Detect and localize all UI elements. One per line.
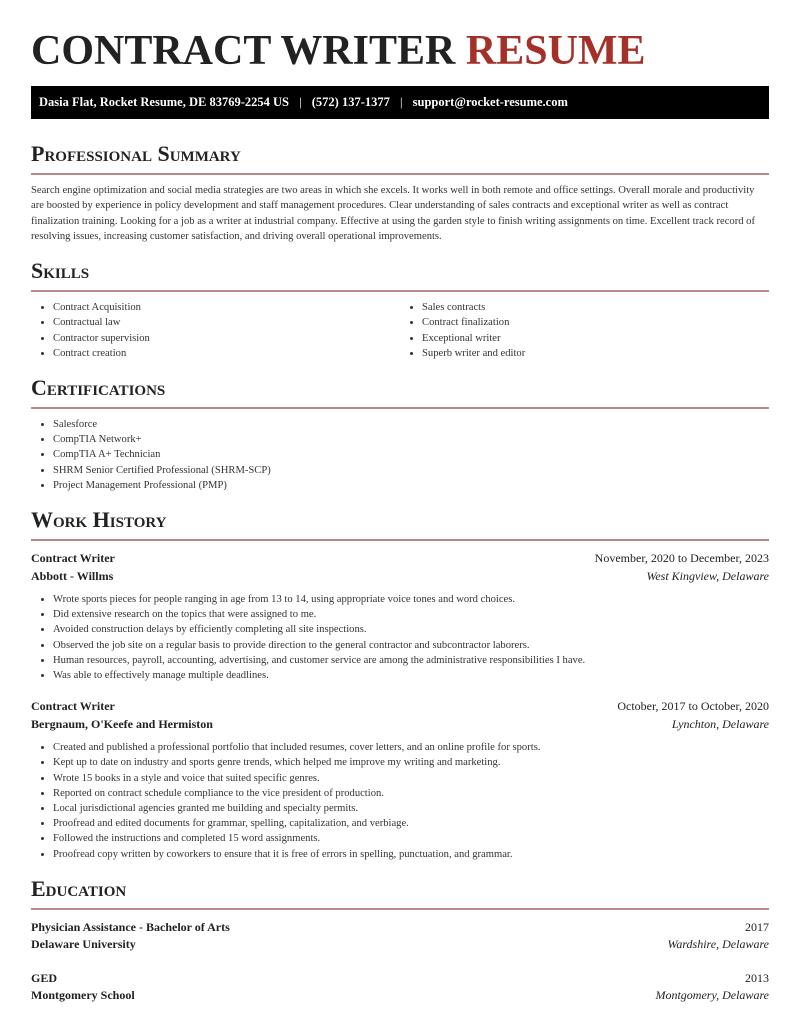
skill-item: • Contract Acquisition [53,300,400,315]
education-school: Montgomery School [31,988,135,1003]
section-heading: Education [31,875,127,901]
job-bullet: • Proofread copy written by coworkers to ensure that it is free of errors in spelling, punctuation, and grammar. [53,847,769,862]
contact-address: Dasia Flat, Rocket Resume, DE 83769-2254 US [39,95,289,109]
job-company: Bergnaum, O'Keefe and Hermiston [31,716,213,731]
education-entry [31,970,769,1005]
job-location: Lynchton, Delaware [671,716,769,731]
job-location: West Kingview, Delaware [646,568,769,583]
certification-item: • Salesforce [53,417,769,432]
job-bullet: • Avoided construction delays by efficiently completing all site inspections. [53,622,769,637]
title-accent: RESUME [465,28,646,74]
job-entry [31,550,769,683]
job-header-row [31,698,769,716]
certifications-section [31,375,769,493]
job-title: Contract Writer [31,551,115,566]
summary-section [31,141,769,244]
job-bullet: • Kept up to date on industry and sports genre trends, which helped me improve my writing and marketing. [53,755,769,770]
contact-separator: | [299,95,302,109]
job-bullet: • Created and published a professional portfolio that included resumes, cover letters, and an online profile for sports. [53,740,769,755]
education-section [31,876,769,1005]
certification-item: • CompTIA Network+ [53,432,769,447]
job-header-row [31,550,769,568]
job-title: Contract Writer [31,699,115,714]
section-divider [31,407,769,409]
job-company-row [31,568,769,586]
education-degree: GED [31,970,58,985]
skill-item: • Exceptional writer [422,331,769,346]
education-school-row [31,936,769,954]
certification-item: • SHRM Senior Certified Professional (SHRM-SCP) [53,463,769,478]
skills-right-list [400,300,769,361]
skills-section [31,258,769,361]
job-company-row [31,716,769,734]
skills-left-list [31,300,400,361]
job-bullet: • Observed the job site on a regular basis to provide direction to the general contractor and subcontractor laborers. [53,638,769,653]
education-degree-row [31,970,769,988]
contact-separator: | [400,95,403,109]
job-bullets [31,740,769,862]
job-bullet: • Proofread and edited documents for grammar, spelling, capitalization, and verbiage. [53,816,769,831]
job-bullet: • Followed the instructions and completed 15 word assignments. [53,831,769,846]
education-location: Montgomery, Delaware [655,988,769,1003]
section-divider [31,908,769,910]
certification-item: • CompTIA A+ Technician [53,447,769,462]
education-year: 2017 [745,919,769,934]
job-dates: November, 2020 to December, 2023 [594,551,769,566]
contact-bar [31,86,769,119]
skill-item: • Sales contracts [422,300,769,315]
skills-columns [31,300,769,361]
education-entry [31,919,769,954]
skill-item: • Superb writer and editor [422,346,769,361]
skill-item: • Contractor supervision [53,331,400,346]
resume-title [31,0,769,80]
section-heading: Certifications [31,375,166,400]
section-divider [31,290,769,292]
job-entry [31,698,769,862]
education-location: Wardshire, Delaware [667,937,769,952]
section-heading: Professional Summary [31,141,241,166]
section-heading: Work History [31,507,167,533]
title-main: CONTRACT WRITER [31,28,456,74]
job-bullet: • Was able to effectively manage multiple deadlines. [53,668,769,683]
job-company: Abbott - Willms [31,568,114,583]
job-bullet: • Reported on contract schedule compliance to the vice president of production. [53,786,769,801]
education-year: 2013 [745,970,769,985]
job-bullet: • Local jurisdictional agencies granted me building and specialty permits. [53,801,769,816]
section-heading: Skills [31,258,90,284]
summary-text: Search engine optimization and social media strategies are two areas in which she excels. It works well in both remote and office settings. Overall morale and productivity are boosted by experience in policy development and staff management procedures. Clear understanding of sales contracts and exceptional writer as well as contract finalization training. Looking for a job as a writer at industrial company. Effective at using the garden style to finish writing assignments on time. Excellent track record of resolving issues, increasing customer satisfaction, and driving overall operational improvements. [31,185,755,242]
skill-item: • Contract finalization [422,315,769,330]
job-bullet: • Human resources, payroll, accounting, advertising, and customer service are among the administrative responsibilities I have. [53,653,769,668]
work-history-section [31,507,769,862]
contact-phone: (572) 137-1377 [311,95,390,109]
education-degree-row [31,919,769,937]
education-school: Delaware University [31,937,136,952]
contact-email[interactable]: support@rocket-resume.com [412,95,568,109]
certification-item: • Project Management Professional (PMP) [53,478,769,493]
skill-item: • Contract creation [53,346,400,361]
job-bullet: • Wrote 15 books in a style and voice that suited specific genres. [53,771,769,786]
skill-item: • Contractual law [53,315,400,330]
section-divider [31,539,769,541]
certifications-list [31,417,769,493]
job-dates: October, 2017 to October, 2020 [617,699,769,714]
job-bullet: • Wrote sports pieces for people ranging in age from 13 to 14, using appropriate voice tones and word choices. [53,592,769,607]
job-bullet: • Did extensive research on the topics that were assigned to me. [53,607,769,622]
education-school-row [31,987,769,1005]
job-bullets [31,592,769,683]
education-degree: Physician Assistance - Bachelor of Arts [31,919,230,934]
section-divider [31,173,769,175]
